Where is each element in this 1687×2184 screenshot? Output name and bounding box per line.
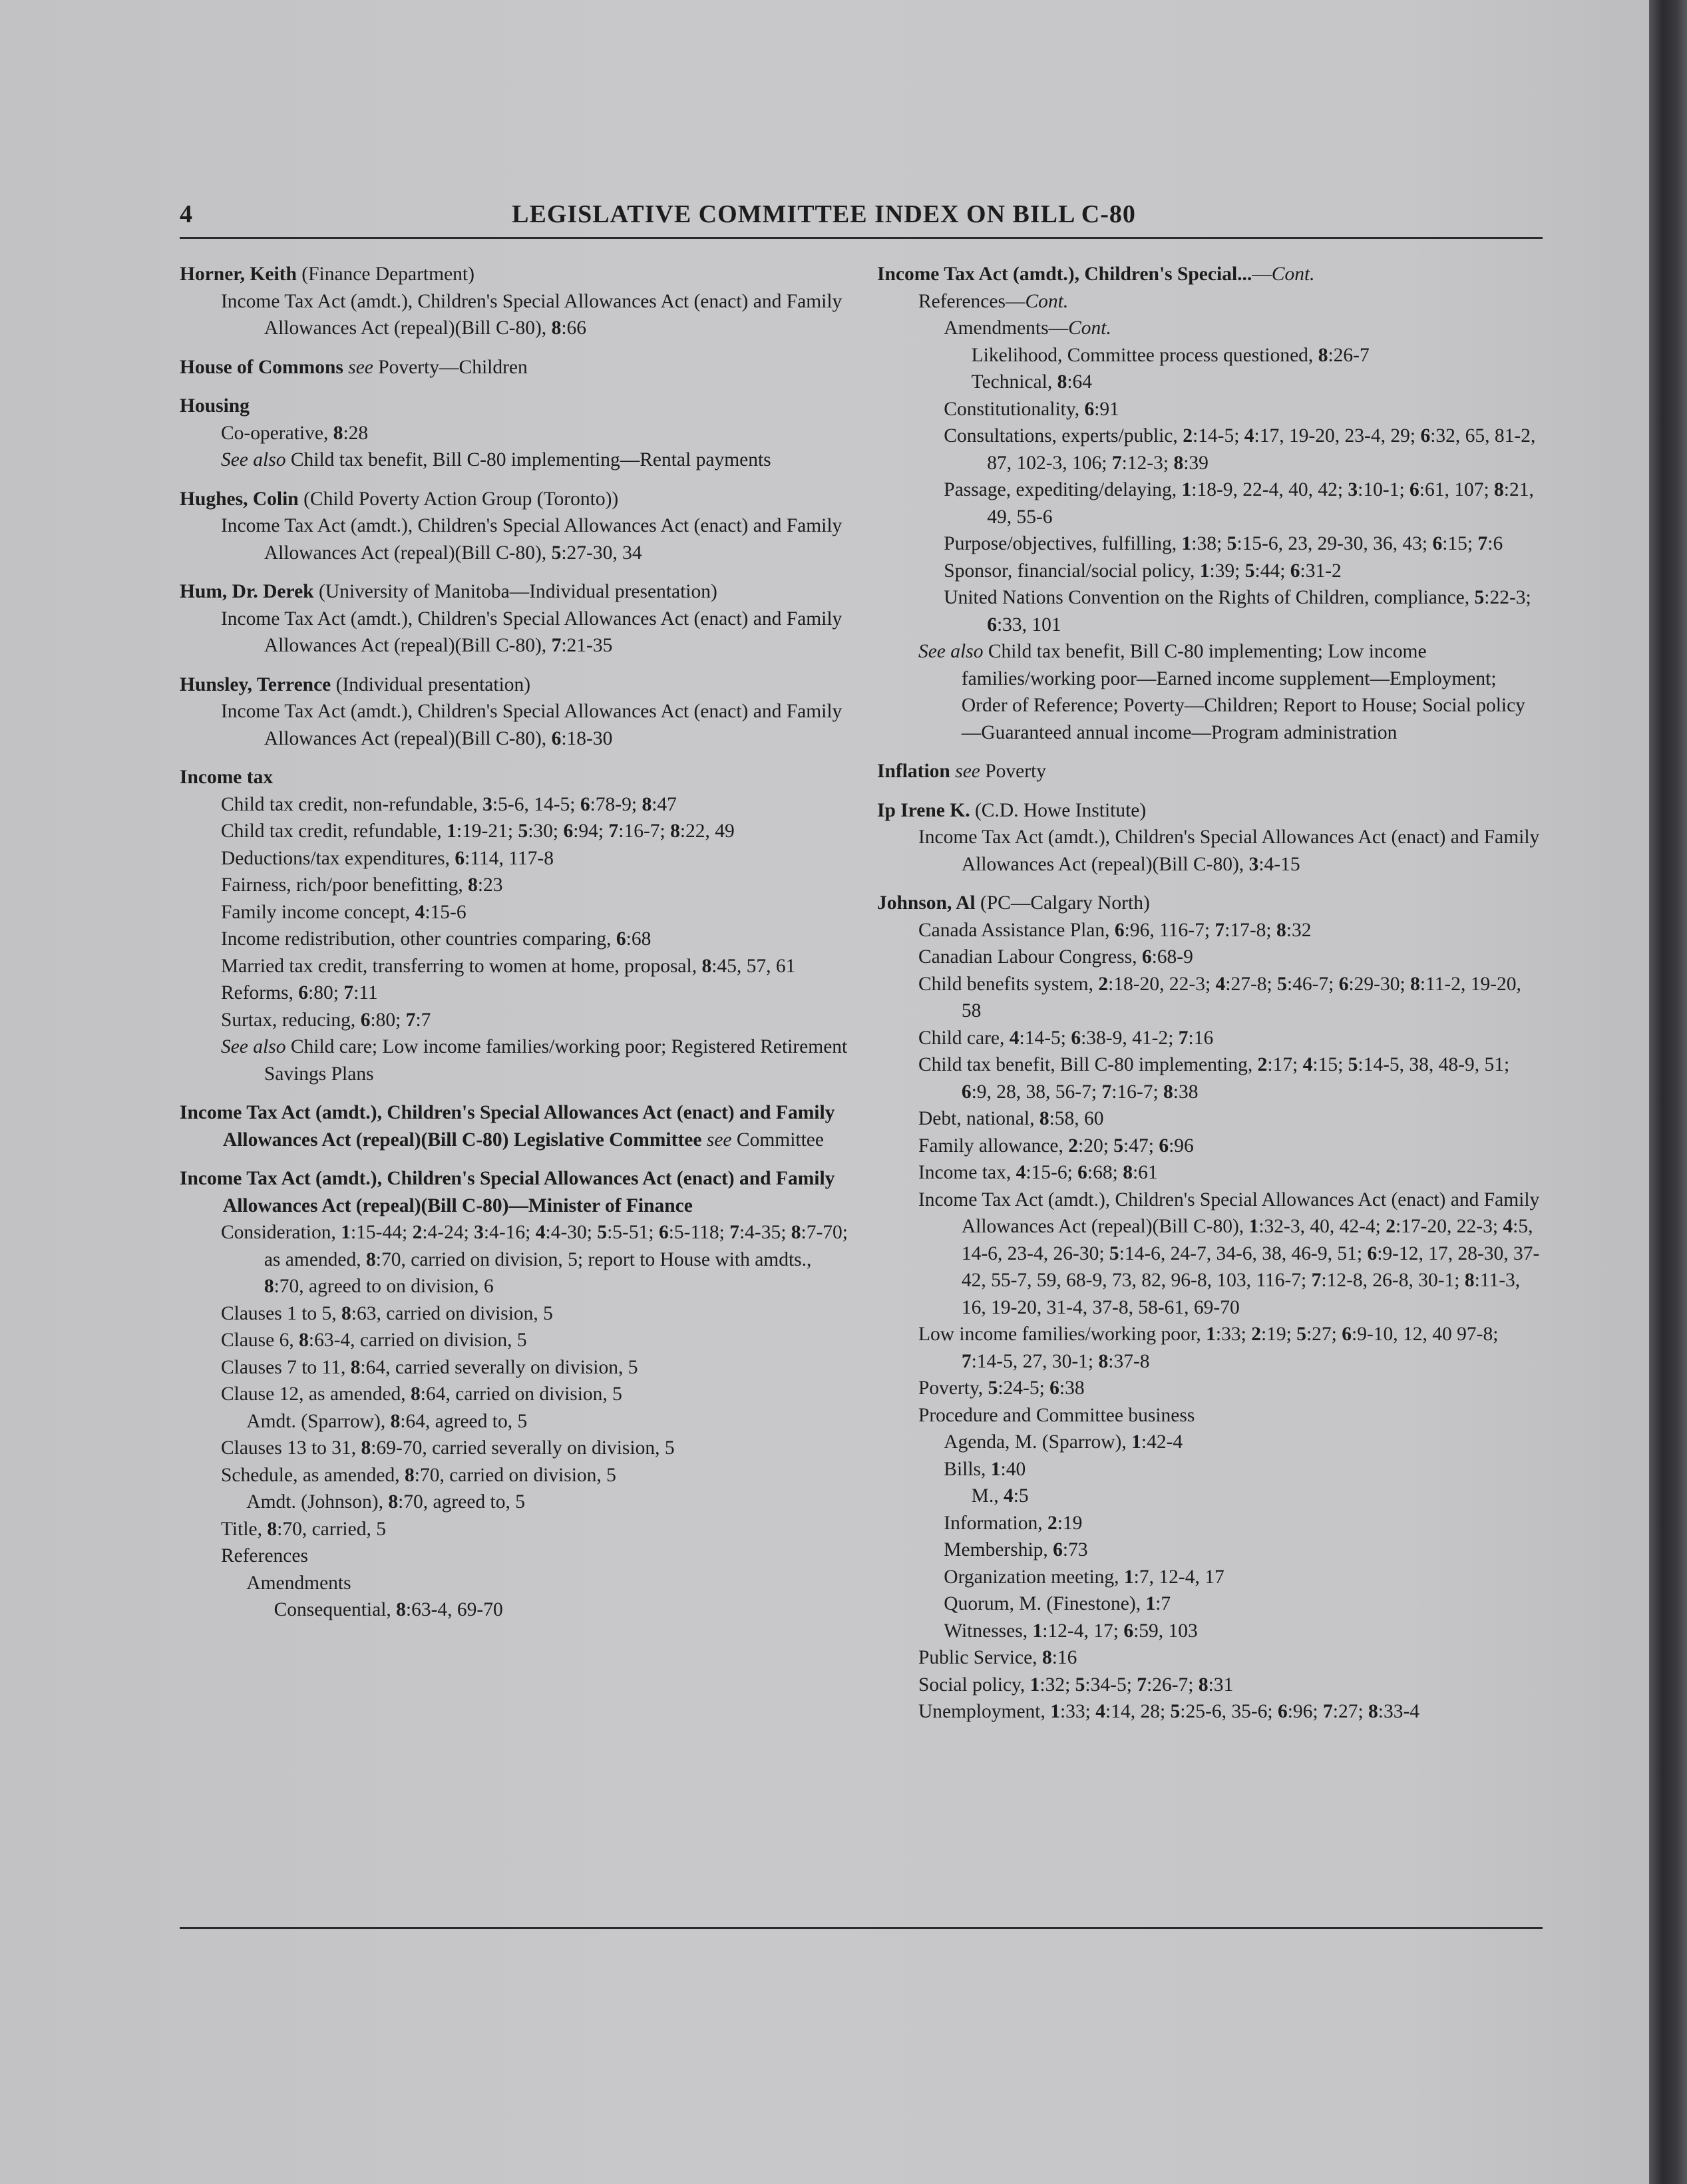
index-subentry: Canadian Labour Congress, 6:68-9 <box>918 946 1193 968</box>
index-subentry: Income Tax Act (amdt.), Children's Special Allowances Act (enact) and Family Allowances Act (repeal)(Bill C-80), 3:4-15 <box>918 826 1540 875</box>
page-title: LEGISLATIVE COMMITTEE INDEX ON BILL C-80 <box>512 200 1136 228</box>
index-subentry-l3: Technical, 8:64 <box>971 371 1093 393</box>
index-subentry: Fairness, rich/poor benefitting, 8:23 <box>220 874 503 896</box>
index-heading: Hum, Dr. Derek (University of Manitoba—Individual presentation) <box>180 581 717 602</box>
index-subentry: Reforms, 6:80; 7:11 <box>220 982 378 1003</box>
index-subentry: Low income families/working poor, 1:33; 2:19; 5:27; 6:9-10, 12, 40 97-8; 7:14-5, 27, 30-1; 8:37-8 <box>918 1324 1499 1372</box>
index-heading: Hughes, Colin (Child Poverty Action Group (Toronto)) <box>180 488 619 510</box>
index-subentry-l2: Sponsor, financial/social policy, 1:39; 5:44; 6:31-2 <box>944 560 1342 582</box>
index-subentry-l3: Likelihood, Committee process questioned, 8:26-7 <box>971 344 1370 366</box>
index-subentry: Child benefits system, 2:18-20, 22-3; 4:27-8; 5:46-7; 6:29-30; 8:11-2, 19-20, 58 <box>918 973 1521 1021</box>
index-subentry: Income Tax Act (amdt.), Children's Special Allowances Act (enact) and Family Allowances Act (repeal)(Bill C-80), 6:18-30 <box>220 701 843 749</box>
left-index-column <box>180 261 852 1624</box>
index-subentry: Poverty, 5:24-5; 6:38 <box>918 1377 1085 1399</box>
index-heading: Housing <box>180 395 250 417</box>
index-subentry: Public Service, 8:16 <box>918 1647 1077 1668</box>
index-subentry: Clause 6, 8:63-4, carried on division, 5 <box>220 1330 527 1351</box>
index-subentry: Procedure and Committee business <box>918 1404 1195 1426</box>
index-subentry: Income Tax Act (amdt.), Children's Special Allowances Act (enact) and Family Allowances Act (repeal)(Bill C-80), 5:27-30, 34 <box>220 515 843 564</box>
index-subentry: Schedule, as amended, 8:70, carried on division, 5 <box>220 1464 616 1486</box>
index-subentry: Child tax benefit, Bill C-80 implementing, 2:17; 4:15; 5:14-5, 38, 48-9, 51; 6:9, 28, 38, 56-7; 7:16-7; 8:38 <box>918 1054 1510 1103</box>
index-subentry: Social policy, 1:32; 5:34-5; 7:26-7; 8:31 <box>918 1674 1234 1696</box>
index-subentry-l2: Purpose/objectives, fulfilling, 1:38; 5:15-6, 23, 29-30, 36, 43; 6:15; 7:6 <box>944 533 1503 554</box>
footer-rule <box>180 1927 1543 1929</box>
index-subentry: Family income concept, 4:15-6 <box>220 901 467 923</box>
index-subentry: Clauses 1 to 5, 8:63, carried on division, 5 <box>220 1302 553 1324</box>
index-subentry-l3: M., 4:5 <box>971 1485 1029 1507</box>
index-subentry-l2: United Nations Convention on the Rights of Children, compliance, 5:22-3; 6:33, 101 <box>944 587 1531 636</box>
index-subentry: Child tax credit, non-refundable, 3:5-6, 14-5; 6:78-9; 8:47 <box>220 793 677 815</box>
index-subentry-l2: Bills, 1:40 <box>944 1458 1026 1480</box>
index-subentry: Family allowance, 2:20; 5:47; 6:96 <box>918 1135 1194 1157</box>
index-subentry: Debt, national, 8:58, 60 <box>918 1108 1104 1129</box>
index-subentry: See also Child tax benefit, Bill C-80 implementing—Rental payments <box>220 449 771 470</box>
index-subentry: Clauses 13 to 31, 8:69-70, carried severally on division, 5 <box>220 1437 675 1459</box>
index-heading: House of Commons see Poverty—Children <box>180 356 528 378</box>
book-binding <box>1649 0 1687 2184</box>
index-subentry-l2: Organization meeting, 1:7, 12-4, 17 <box>944 1566 1224 1588</box>
index-subentry: Consideration, 1:15-44; 2:4-24; 3:4-16; 4:4-30; 5:5-51; 6:5-118; 7:4-35; 8:7-70; as amended, 8:70, carried on division, 5; report to House with amdts., 8:70, agreed to on division, 6 <box>220 1222 848 1297</box>
index-subentry-l2: Constitutionality, 6:91 <box>944 398 1119 420</box>
index-subentry-l2: Amdt. (Sparrow), 8:64, agreed to, 5 <box>246 1410 528 1432</box>
index-subentry: Income Tax Act (amdt.), Children's Special Allowances Act (enact) and Family Allowances Act (repeal)(Bill C-80), 7:21-35 <box>220 608 843 656</box>
index-subentry: Title, 8:70, carried, 5 <box>220 1518 386 1540</box>
index-subentry: Clauses 7 to 11, 8:64, carried severally on division, 5 <box>220 1356 638 1378</box>
index-heading: Income Tax Act (amdt.), Children's Special Allowances Act (enact) and Family Allowances Act (repeal)(Bill C-80)—Minister of Finance <box>180 1168 835 1216</box>
index-subentry: Child care, 4:14-5; 6:38-9, 41-2; 7:16 <box>918 1027 1214 1049</box>
index-heading: Horner, Keith (Finance Department) <box>180 264 474 285</box>
index-heading: Hunsley, Terrence (Individual presentation) <box>180 673 531 695</box>
index-subentry: Married tax credit, transferring to women at home, proposal, 8:45, 57, 61 <box>220 955 796 977</box>
index-subentry: Income Tax Act (amdt.), Children's Special Allowances Act (enact) and Family Allowances Act (repeal)(Bill C-80), 1:32-3, 40, 42-4; 2:17-20, 22-3; 4:5, 14-6, 23-4, 26-30; 5:14-6, 24-7, 34-6, 38, 46-9, 51; 6:9-12, 17, 28-30, 37-42, 55-7, 59, 68-9, 73, 82, 96-8, 103, 116-7; 7:12-8, 26-8, 30-1; 8:11-3, 16, 19-20, 31-4, 37-8, 58-61, 69-70 <box>918 1188 1540 1318</box>
right-index-column <box>877 261 1543 1726</box>
index-subentry: Surtax, reducing, 6:80; 7:7 <box>220 1009 431 1031</box>
index-heading: Ip Irene K. (C.D. Howe Institute) <box>877 799 1147 821</box>
index-subentry-l2: Passage, expediting/delaying, 1:18-9, 22-4, 40, 42; 3:10-1; 6:61, 107; 8:21, 49, 55-6 <box>944 479 1534 528</box>
index-heading: Income tax <box>180 767 274 788</box>
index-heading: Income Tax Act (amdt.), Children's Special...—Cont. <box>877 264 1315 285</box>
index-subentry-l2: Agenda, M. (Sparrow), 1:42-4 <box>944 1431 1183 1453</box>
index-subentry: Income tax, 4:15-6; 6:68; 8:61 <box>918 1162 1158 1183</box>
index-subentry-l2: Amendments—Cont. <box>944 317 1111 339</box>
index-subentry: Income redistribution, other countries comparing, 6:68 <box>220 928 652 950</box>
index-subentry-l2: Membership, 6:73 <box>944 1539 1088 1560</box>
index-subentry: Canada Assistance Plan, 6:96, 116-7; 7:17-8; 8:32 <box>918 919 1312 941</box>
index-subentry-l2: Quorum, M. (Finestone), 1:7 <box>944 1593 1171 1614</box>
page-number: 4 <box>180 200 192 228</box>
index-subentry: References <box>220 1545 308 1566</box>
index-subentry: Unemployment, 1:33; 4:14, 28; 5:25-6, 35-6; 6:96; 7:27; 8:33-4 <box>918 1701 1420 1722</box>
index-subentry-l2: Amendments <box>246 1572 351 1594</box>
index-subentry: Deductions/tax expenditures, 6:114, 117-8 <box>220 847 554 869</box>
index-subentry: See also Child tax benefit, Bill C-80 implementing; Low income families/working poor—Earned income supplement—Employment; Order of Reference; Poverty—Children; Report to House; Social policy—Guaranteed annual income—Program administration <box>918 641 1525 743</box>
index-subentry: See also Child care; Low income families/working poor; Registered Retirement Savings Plans <box>220 1036 848 1085</box>
index-subentry-l2: Information, 2:19 <box>944 1512 1083 1534</box>
index-subentry-l2: Amdt. (Johnson), 8:70, agreed to, 5 <box>246 1491 525 1513</box>
index-subentry: References—Cont. <box>918 290 1069 312</box>
index-subentry: Income Tax Act (amdt.), Children's Special Allowances Act (enact) and Family Allowances Act (repeal)(Bill C-80), 8:66 <box>220 290 843 339</box>
header-rule <box>180 237 1543 239</box>
index-heading: Income Tax Act (amdt.), Children's Special Allowances Act (enact) and Family Allowances Act (repeal)(Bill C-80) Legislative Committee see Committee <box>180 1102 835 1151</box>
index-heading: Johnson, Al (PC—Calgary North) <box>877 892 1150 914</box>
index-subentry-l2: Witnesses, 1:12-4, 17; 6:59, 103 <box>944 1620 1198 1642</box>
page-header <box>180 193 1468 233</box>
index-subentry-l2: Consultations, experts/public, 2:14-5; 4:17, 19-20, 23-4, 29; 6:32, 65, 81-2, 87, 102-3, 106; 7:12-3; 8:39 <box>944 425 1536 474</box>
index-subentry: Co-operative, 8:28 <box>220 422 369 444</box>
index-heading: Inflation see Poverty <box>877 761 1047 782</box>
index-subentry: Clause 12, as amended, 8:64, carried on division, 5 <box>220 1383 622 1405</box>
index-subentry: Child tax credit, refundable, 1:19-21; 5:30; 6:94; 7:16-7; 8:22, 49 <box>220 820 735 842</box>
index-subentry-l3: Consequential, 8:63-4, 69-70 <box>274 1599 503 1620</box>
